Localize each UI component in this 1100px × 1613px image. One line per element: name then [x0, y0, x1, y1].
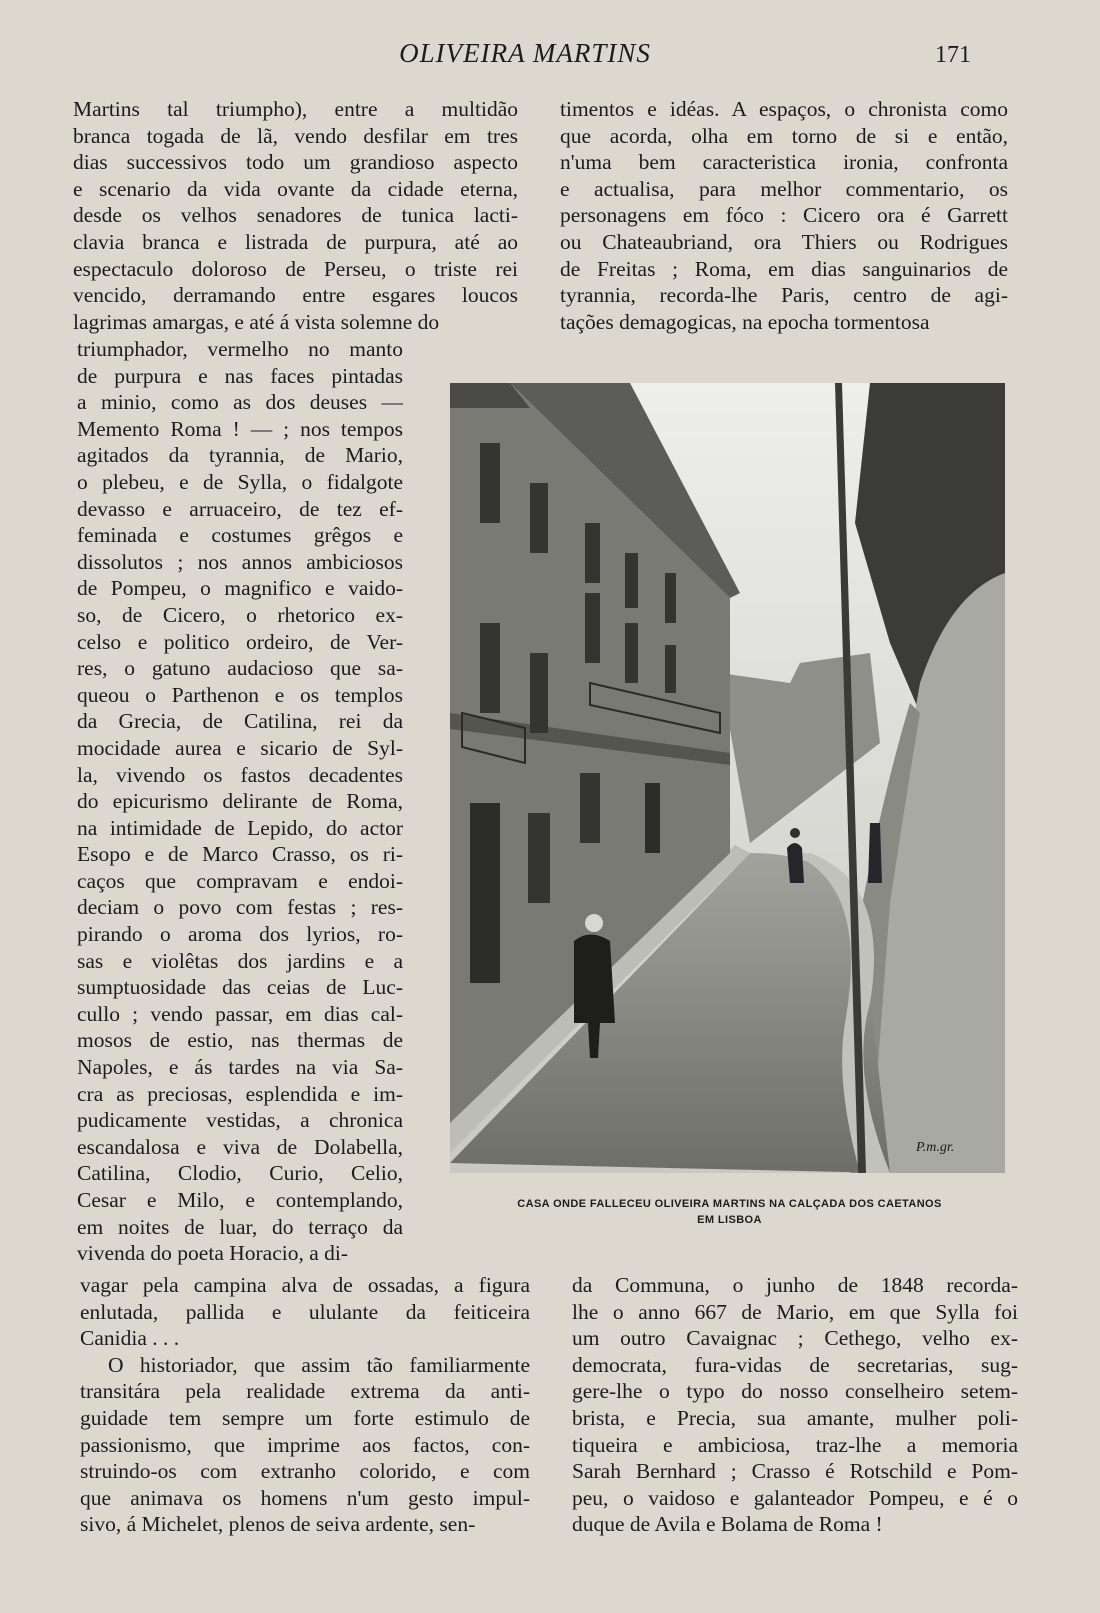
text-line: de Pompeu, o magnifico e vaido- [77, 576, 403, 601]
photo-caption-line-2: EM LISBOA [697, 1214, 762, 1226]
text-line: res, o gatuno audacioso que sa- [77, 656, 403, 681]
text-line: deciam o povo com festas ; res- [77, 895, 403, 920]
text-line: celso e politico ordeiro, de Ver- [77, 629, 403, 654]
text-line: timentos e idéas. A espaços, o chronista como [560, 97, 1008, 121]
text-line: desde os velhos senadores de tunica lacti- [73, 203, 518, 228]
left-column-narrow-text [77, 336, 403, 1267]
text-line: enlutada, pallida e ululante da feiticeira [80, 1299, 530, 1324]
text-line: cullo ; vendo passar, em dias cal- [77, 1001, 403, 1026]
text-line: de Freitas ; Roma, em dias sanguinarios de [560, 256, 1008, 281]
text-line: Esopo e de Marco Crasso, os ri- [77, 842, 403, 867]
text-line: gere-lhe o typo do nosso conselheiro setem- [572, 1379, 1018, 1404]
text-line: tações demagogicas, na epocha tormentosa [560, 309, 930, 334]
text-line: agitados da tyrannia, de Mario, [77, 443, 403, 468]
text-line: um outro Cavaignac ; Cethego, velho ex- [572, 1326, 1018, 1351]
text-line: dias successivos todo um grandioso aspecto [73, 150, 518, 175]
left-column-top-text [73, 96, 518, 335]
right-column-bottom-text [572, 1272, 1018, 1538]
running-header-title: OLIVEIRA MARTINS [399, 38, 651, 68]
text-line: mocidade aurea e sicario de Syl- [77, 735, 403, 760]
text-line: democrata, fura-vidas de secretarias, sug- [572, 1352, 1018, 1377]
text-line: devasso e arruaceiro, de tez ef- [77, 496, 403, 521]
text-line: ou Chateaubriand, ora Thiers ou Rodrigues [560, 229, 1008, 254]
text-line: Sarah Bernhard ; Crasso é Rotschild e Pom- [572, 1459, 1018, 1484]
text-line: da Communa, o junho de 1848 recorda- [572, 1273, 1018, 1297]
text-line: triumphador, vermelho no manto [77, 337, 403, 361]
text-line: Cesar e Milo, e contemplando, [77, 1188, 403, 1212]
photo-caption-line-1: CASA ONDE FALLECEU OLIVEIRA MARTINS NA CALÇADA DOS CAETANOS [517, 1198, 942, 1210]
text-line: da Grecia, de Catilina, rei da [77, 709, 403, 734]
text-line: Memento Roma ! — ; nos tempos [77, 416, 403, 441]
text-line: sumptuosidade das ceias de Luc- [77, 975, 403, 1000]
text-line: Martins tal triumpho), entre a multidão [73, 97, 518, 121]
text-line: Canidia . . . [80, 1326, 180, 1351]
text-line: a minio, como as dos deuses — [77, 390, 403, 415]
text-line: que animava os homens n'um gesto impul- [80, 1485, 530, 1510]
text-line: lagrimas amargas, e até á vista solemne do [73, 309, 440, 334]
text-line: pudicamente vestidas, a chronica [77, 1108, 403, 1133]
text-line: queou o Parthenon e os templos [77, 682, 403, 707]
text-line: e scenario da vida ovante da cidade eterna, [73, 176, 518, 201]
text-line: mosos de estio, nas thermas de [77, 1028, 403, 1053]
text-line: branca togada de lã, vendo desfilar em tres [73, 123, 518, 148]
text-line: struindo-os com extranho colorido, e com [80, 1459, 530, 1484]
text-line: Napoles, e ás tardes na via Sa- [77, 1055, 403, 1080]
text-line: sas e violêtas dos jardins e a [77, 948, 403, 973]
text-line: passionismo, que imprime aos factos, con- [80, 1432, 530, 1457]
text-line: so, de Cicero, o rhetorico ex- [77, 602, 403, 627]
street-photograph [450, 383, 1005, 1173]
right-column-top-text [560, 96, 1008, 335]
text-line: feminada e costumes grêgos e [77, 523, 403, 548]
text-line: pirando o aroma dos lyrios, ro- [77, 922, 403, 947]
text-line: na intimidade de Lepido, do actor [77, 815, 403, 840]
text-line: que acorda, olha em torno de si e então, [560, 123, 1008, 148]
text-line: Catilina, Clodio, Curio, Celio, [77, 1161, 403, 1186]
text-line: sivo, á Michelet, plenos de seiva ardente, sen- [80, 1512, 476, 1537]
text-line: clavia branca e listrada de purpura, até ao [73, 229, 518, 254]
text-line: dissolutos ; nos annos ambiciosos [77, 549, 403, 574]
photo-engraver-signature: P.m.gr. [916, 1140, 955, 1155]
photo-caption [452, 1196, 1007, 1228]
text-line: de purpura e nas faces pintadas [77, 363, 403, 388]
page-number: 171 [935, 42, 971, 68]
text-line: personagens em fóco : Cicero ora é Garrett [560, 203, 1008, 228]
text-line: espectaculo doloroso de Perseu, o triste rei [73, 256, 518, 281]
left-column-bottom-text [80, 1272, 530, 1538]
text-line: cra as preciosas, esplendida e im- [77, 1081, 403, 1106]
text-line: escandalosa e viva de Dolabella, [77, 1134, 403, 1159]
text-line: guidade tem sempre um forte estimulo de [80, 1405, 530, 1430]
text-line: vencido, derramando entre esgares loucos [73, 283, 518, 308]
text-line: lhe o anno 667 de Mario, em que Sylla foi [572, 1299, 1018, 1324]
text-line: transitára pela realidade extrema da anti- [80, 1379, 530, 1404]
text-line: vivenda do poeta Horacio, a di- [77, 1241, 349, 1266]
text-line: do epicurismo delirante de Roma, [77, 789, 403, 814]
text-line: la, vivendo os fastos decadentes [77, 762, 403, 787]
text-line: tyrannia, recorda-lhe Paris, centro de agi- [560, 283, 1008, 308]
text-line: duque de Avila e Bolama de Roma ! [572, 1512, 883, 1537]
text-line: n'uma bem caracteristica ironia, confronta [560, 150, 1008, 175]
text-line: o plebeu, e de Sylla, o fidalgote [77, 469, 403, 494]
text-line: tiqueira e ambiciosa, traz-lhe a memoria [572, 1432, 1018, 1457]
text-line: em noites de luar, do terraço da [77, 1214, 403, 1239]
text-line: caços que compravam e endoi- [77, 868, 403, 893]
text-line: peu, o vaidoso e galanteador Pompeu, e é o [572, 1485, 1018, 1510]
text-line: vagar pela campina alva de ossadas, a figura [80, 1273, 530, 1297]
text-line: brista, e Precia, sua amante, mulher poli- [572, 1405, 1018, 1430]
text-line: O historiador, que assim tão familiarmente [108, 1352, 530, 1377]
text-line: e actualisa, para melhor commentario, os [560, 176, 1008, 201]
